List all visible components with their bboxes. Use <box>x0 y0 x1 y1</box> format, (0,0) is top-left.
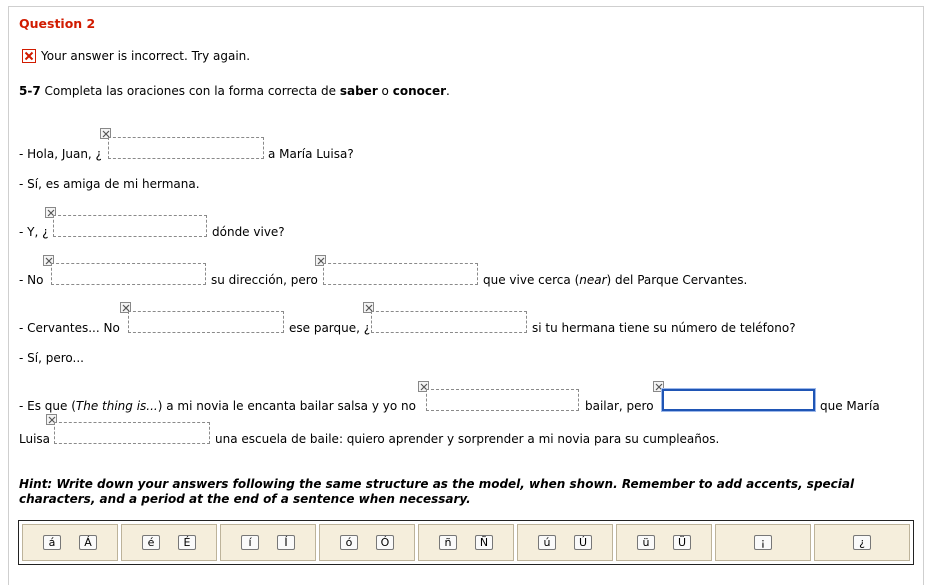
char-key-E-acute[interactable]: É <box>178 535 196 550</box>
char-key-e-acute[interactable]: é <box>142 535 160 550</box>
char-key-a-acute[interactable]: á <box>43 535 61 550</box>
answer-input-6[interactable] <box>371 311 527 333</box>
feedback-text: Your answer is incorrect. Try again. <box>41 49 251 63</box>
special-characters-toolbar <box>18 520 914 565</box>
char-group-u-umlaut <box>616 524 712 561</box>
char-group-u <box>517 524 613 561</box>
instruction <box>19 84 450 98</box>
char-group-a <box>22 524 118 561</box>
question-title: Question 2 <box>19 16 96 31</box>
answer-input-1[interactable] <box>108 137 264 159</box>
line-8-suffix: una escuela de baile: quiero aprender y sorprender a mi novia para su cumpleaños. <box>215 432 720 446</box>
char-key-O-acute[interactable]: Ó <box>376 535 394 550</box>
line-8-prefix: Luisa <box>19 432 51 446</box>
char-group-question <box>814 524 910 561</box>
answer-input-8-focused[interactable] <box>662 389 815 411</box>
answer-input-9[interactable] <box>54 422 210 444</box>
char-key-N-tilde[interactable]: Ñ <box>475 535 493 550</box>
line-1-prefix: - Hola, Juan, ¿ <box>19 147 102 161</box>
answer-input-4[interactable] <box>323 263 478 285</box>
exercise-number: 5-7 <box>19 84 41 98</box>
char-key-i-acute[interactable]: í <box>241 535 259 550</box>
hint-text: Hint: Write down your answers following the same structure as the model, when shown. Remember to add accents, special characters, and a period at the end of a sentence when necessary. <box>19 477 855 506</box>
feedback-row <box>22 49 250 63</box>
line-7-middle: bailar, pero <box>585 399 654 413</box>
line-3-suffix: dónde vive? <box>212 225 285 239</box>
instruction-text: . <box>446 84 450 98</box>
char-key-U-umlaut[interactable]: Ü <box>673 535 691 550</box>
line-4-middle: su dirección, pero <box>211 273 318 287</box>
line-4-suffix-a: que vive cerca ( <box>483 273 580 287</box>
line-5-middle: ese parque, ¿ <box>289 321 371 335</box>
line-7-prefix-em: The thing is... <box>75 399 158 413</box>
line-3-prefix: - Y, ¿ <box>19 225 49 239</box>
char-key-u-umlaut[interactable]: ü <box>637 535 655 550</box>
char-key-inverted-exclamation[interactable]: ¡ <box>754 535 772 550</box>
line-6: - Sí, pero... <box>19 351 84 365</box>
line-5-prefix: - Cervantes... No <box>19 321 120 335</box>
char-group-o <box>319 524 415 561</box>
char-group-n <box>418 524 514 561</box>
answer-input-2[interactable] <box>53 215 207 237</box>
answer-input-5[interactable] <box>128 311 284 333</box>
answer-input-7[interactable] <box>426 389 579 411</box>
line-2: - Sí, es amiga de mi hermana. <box>19 177 200 191</box>
char-key-I-acute[interactable]: Í <box>277 535 295 550</box>
char-group-i <box>220 524 316 561</box>
char-key-o-acute[interactable]: ó <box>340 535 358 550</box>
char-key-u-acute[interactable]: ú <box>538 535 556 550</box>
keyword-saber: saber <box>339 84 378 98</box>
line-4-prefix: - No <box>19 273 44 287</box>
char-key-U-acute[interactable]: Ú <box>574 535 592 550</box>
line-7-prefix-b: ) a mi novia le encanta bailar salsa y yo no <box>157 399 416 413</box>
char-key-A-acute[interactable]: Á <box>79 535 97 550</box>
line-1-suffix: a María Luisa? <box>268 147 354 161</box>
char-key-n-tilde[interactable]: ñ <box>439 535 457 550</box>
line-4-suffix <box>483 273 747 287</box>
line-7-prefix-a: - Es que ( <box>19 399 76 413</box>
line-5-suffix: si tu hermana tiene su número de teléfono? <box>532 321 796 335</box>
char-key-inverted-question[interactable]: ¿ <box>853 535 871 550</box>
instruction-text: o <box>377 84 393 98</box>
line-7-prefix <box>19 399 416 413</box>
incorrect-x-icon <box>22 49 36 63</box>
line-4-suffix-b: ) del Parque Cervantes. <box>606 273 748 287</box>
instruction-text: Completa las oraciones con la forma correcta de <box>40 84 340 98</box>
line-4-suffix-em: near <box>579 273 607 287</box>
char-group-exclamation <box>715 524 811 561</box>
keyword-conocer: conocer <box>392 84 447 98</box>
char-group-e <box>121 524 217 561</box>
line-7-suffix: que María <box>820 399 880 413</box>
answer-input-3[interactable] <box>51 263 206 285</box>
